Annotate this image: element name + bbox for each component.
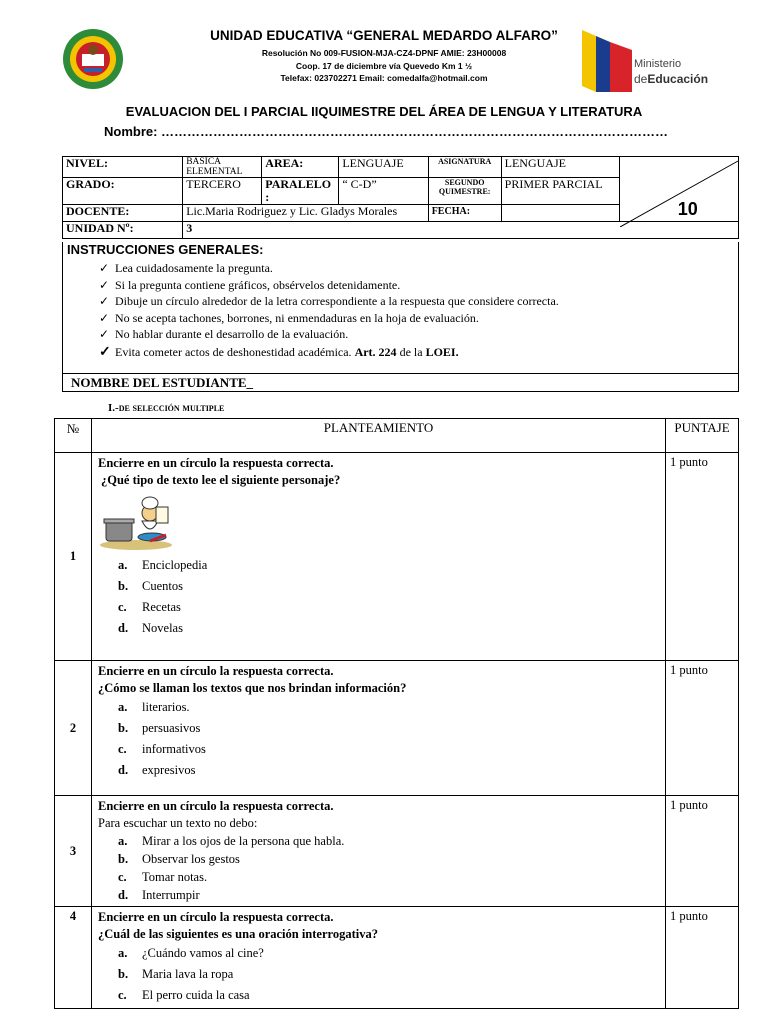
- instructions-title: INSTRUCCIONES GENERALES:: [67, 242, 264, 257]
- area-label: AREA:: [262, 157, 339, 178]
- check-icon: ✓: [99, 344, 111, 360]
- contact-line: Telefax: 023702271 Email: comedalfa@hotmail.com: [280, 73, 488, 83]
- ministry-flag-logo: [582, 30, 632, 92]
- asignatura-value: LENGUAJE: [501, 157, 619, 178]
- address-line: Coop. 17 de diciembre vía Quevedo Km 1 ½: [295, 61, 473, 71]
- instruction-item: ✓ Dibuje un círculo alrededor de la letra correspondiente a la respuesta que considere correcta.: [99, 294, 559, 308]
- question-instruction: Encierre en un círculo la respuesta correcta.: [98, 664, 334, 678]
- grado-value: TERCERO: [183, 178, 262, 205]
- option-c: c. informativos: [118, 742, 206, 756]
- unidad-value: 3: [183, 222, 739, 239]
- nivel-value: BASICA ELEMENTAL: [183, 157, 262, 178]
- option-a: a. Mirar a los ojos de la persona que habla.: [118, 834, 345, 848]
- info-table: [62, 156, 739, 239]
- check-icon: ✓: [99, 294, 110, 308]
- question-row: [55, 453, 739, 661]
- option-c: c. El perro cuida la casa: [118, 988, 250, 1002]
- check-icon: ✓: [99, 327, 110, 341]
- col-num-header: №: [55, 419, 92, 453]
- quimestre-label: SEGUNDO QUIMESTRE:: [428, 178, 501, 205]
- nivel-label: NIVEL:: [63, 157, 183, 178]
- question-text: Para escuchar un texto no debo:: [98, 816, 258, 830]
- option-c: c. Recetas: [118, 600, 181, 614]
- question-text: ¿Cuál de las siguientes es una oración interrogativa?: [98, 927, 378, 941]
- resolution-line: Resolución No 009-FUSION-MJA-CZ4-DPNF AMIE: 23H00008: [261, 48, 507, 58]
- exam-title: EVALUACION DEL I PARCIAL IIQUIMESTRE DEL ÁREA DE LENGUA Y LITERATURA: [125, 104, 643, 119]
- question-number: 3: [55, 796, 92, 907]
- option-c: c. Tomar notas.: [118, 870, 208, 884]
- score-cell: [619, 157, 738, 222]
- question-number: 1: [55, 453, 92, 661]
- fecha-value: [501, 205, 619, 222]
- option-a: a. Enciclopedia: [118, 558, 208, 572]
- question-row: [55, 907, 739, 1009]
- question-number: 4: [55, 907, 92, 1009]
- option-b: b. Cuentos: [118, 579, 183, 593]
- paralelo-value: “ C-D”: [339, 178, 428, 205]
- question-points: 1 punto: [666, 796, 739, 907]
- instruction-item: ✓ Si la pregunta contiene gráficos, obsérvelos detenidamente.: [99, 277, 401, 292]
- docente-label: DOCENTE:: [63, 205, 183, 222]
- instruction-item: ✓ No hablar durante el desarrollo de la evaluación.: [99, 327, 349, 341]
- instructions-list: [99, 260, 559, 362]
- option-a: a. ¿Cuándo vamos al cine?: [118, 946, 264, 960]
- instruction-item: ✓ Lea cuidadosamente la pregunta.: [99, 261, 273, 275]
- asignatura-label: ASIGNATURA: [428, 157, 501, 178]
- school-name: UNIDAD EDUCATIVA “GENERAL MEDARDO ALFARO”: [210, 28, 558, 43]
- question-row: [55, 796, 739, 907]
- question-number: 2: [55, 661, 92, 796]
- docente-value: Lic.Maria Rodriguez y Lic. Gladys Morales: [183, 205, 429, 222]
- question-points: 1 punto: [666, 907, 739, 1009]
- option-d: d. Novelas: [118, 621, 183, 635]
- question-instruction: Encierre en un círculo la respuesta correcta.: [98, 456, 334, 470]
- option-b: b. persuasivos: [118, 721, 201, 735]
- unidad-label: UNIDAD Nº:: [63, 222, 183, 239]
- instructions-box: [62, 242, 739, 392]
- option-d: d. expresivos: [118, 763, 196, 777]
- option-b: b. Observar los gestos: [118, 852, 240, 866]
- question-instruction: Encierre en un círculo la respuesta correcta.: [98, 910, 334, 924]
- name-line: Nombre: ………………………………………………………………………………………………………: [104, 124, 669, 139]
- option-d: d. Interrumpir: [118, 888, 200, 902]
- ministry-line2: deEducación: [634, 72, 709, 86]
- chef-reading-recipe-illustration: [100, 491, 176, 551]
- instruction-item: ✓ No se acepta tachones, borrones, ni enmendaduras en la hoja de evaluación.: [99, 310, 479, 325]
- fecha-label: FECHA:: [428, 205, 501, 222]
- questions-table: [54, 418, 739, 1009]
- student-name-line: NOMBRE DEL ESTUDIANTE_: [63, 373, 738, 391]
- paralelo-label: PARALELO :: [262, 178, 339, 205]
- check-icon: ✓: [99, 261, 110, 275]
- question-points: 1 punto: [666, 453, 739, 661]
- question-instruction: Encierre en un círculo la respuesta correcta.: [98, 799, 334, 813]
- instruction-item: ✓ Evita cometer actos de deshonestidad académica. Art. 224 de la LOEI.: [99, 344, 459, 360]
- question-text: ¿Qué tipo de texto lee el siguiente personaje?: [101, 473, 341, 487]
- score-value: 10: [677, 199, 698, 219]
- col-plan-header: PLANTEAMIENTO: [92, 419, 666, 453]
- check-icon: ✓: [99, 310, 110, 325]
- question-text: ¿Cómo se llaman los textos que nos brindan información?: [98, 681, 407, 695]
- quimestre-value: PRIMER PARCIAL: [501, 178, 619, 205]
- option-a: a. literarios.: [118, 700, 190, 714]
- question-points: 1 punto: [666, 661, 739, 796]
- grado-label: GRADO:: [63, 178, 183, 205]
- option-b: b. Maria lava la ropa: [118, 967, 234, 981]
- check-icon: ✓: [99, 277, 110, 292]
- question-row: [55, 661, 739, 796]
- school-seal-logo: [62, 28, 124, 90]
- area-value: LENGUAJE: [339, 157, 428, 178]
- ministry-line1: Ministerio: [634, 58, 682, 70]
- col-pts-header: PUNTAJE: [666, 419, 739, 453]
- section-title: I.-de selección multiple: [108, 402, 225, 414]
